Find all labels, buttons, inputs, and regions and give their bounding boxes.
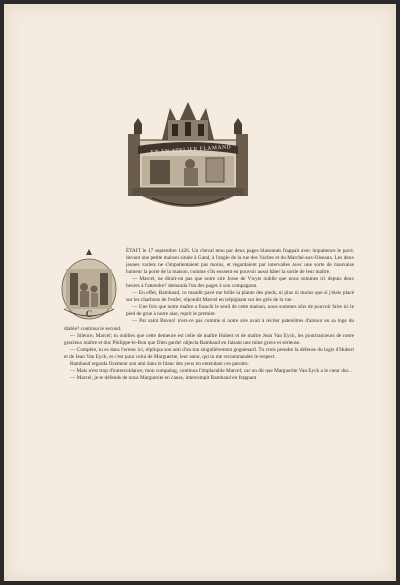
svg-text:C: C [85,309,93,319]
paragraph-9: — Mais n'est trop d'outrecuidance, mon compaing, continua l'implacable Marcel; car on dit que Marguerite Van Eyck a le cœur dur... [70,367,352,374]
paragraph-2: — Marcel, ne dirait-on pas que notre sire Josse de Vwyts oublie que nous sommes ici depuis deux heures à l'attendre? demanda l'un des pages à son compagnon. [126,276,354,290]
body-text [64,248,354,382]
title-vignette-illustration [122,100,254,218]
paragraph-3: — En effet, Rambaud, ce maudit pavé me brûle la plante des pieds, ni plus ni moins que si j'étais placé sur les charbons de l'enfer, répondit Marcel en trépignant sur les grès de la rue. [126,290,354,304]
paragraph-7: — Compère, tu es dans l'erreur ici, répliqua son ami d'un ton singulièrement goguenard. Tu crois prendre la défense du logis d'Hubert et de Jean Van Eyck, et c'est pour celui de Marguerite, leur sœur, qui tu me recommandes le respect. [64,346,354,360]
paragraph-8: Rambaud regarda fixement son ami dans le blanc des yeux en entendant ces paroles. [70,360,249,367]
first-word: ÉTAIT [126,248,141,254]
paragraph-4: — Une fois que notre maître a franchi le seuil de cette maison, nous sommes sûrs de pouvoir faire ici le pied de grue à notre aise, reprit le premier. [126,304,354,318]
paragraph-10: — Marcel, je te défends de nous Marguerite en cause, interrompit Rambaud en frappant [70,374,257,381]
page-sheet [4,4,396,581]
vignette-title: EN EN ATELIER FLAMAND [150,144,232,156]
paragraph-1-text: le 17 septembre 1426. Un cheval tenu par deux pages blasonnés frappait avec impatience le pavé, devant une petite maison située à Gand, à l'angle de la rue des Vaches et du Marché-aux-Oiseaux. Les deux jeunes varlets ne s'impatientaient pas moins, et regardaient par intervalles avec une sorte de mauvaise humeur la porte de la maison, comme s'ils eussent eu pouvoir aussi hâter la sortie de leur maître. [126,248,354,276]
paragraph-5: — Par saint Bavon! n'est-ce pas comme si notre sire avait à réciter patenôtres d'amour en sa loge du diable? continua le second. [64,318,354,332]
paragraph-6: — Silence, Marcel; tu oublies que cette demeure est celle de maître Hubert et de maître Jean Van Eyck, les pourtraicteurs de notre gracieux maître et duc Philippe-le-Bon que Dieu garde! objecta Rambaud en faisant une mine grave et sérieuse. [64,332,354,346]
